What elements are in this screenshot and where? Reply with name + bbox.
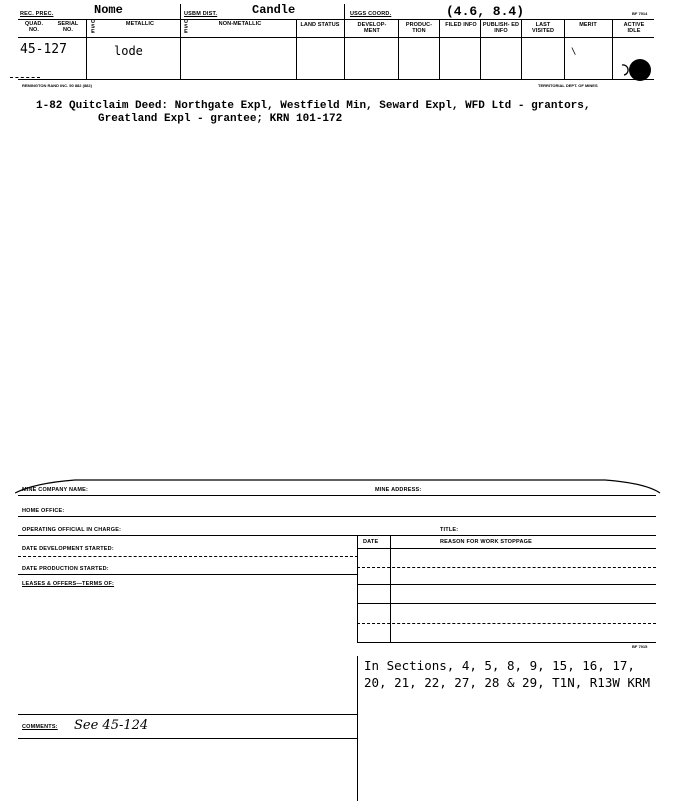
usgs-coord-label: USGS COORD. bbox=[350, 11, 392, 17]
tear-rule bbox=[10, 77, 40, 78]
entry-line-1: 1-82 Quitclaim Deed: Northgate Expl, Westfield Min, Seward Expl, WFD Ltd - grantors, bbox=[36, 100, 591, 112]
row-rule bbox=[357, 584, 656, 585]
form-number-front: BF 7914 bbox=[632, 11, 648, 16]
title-label: TITLE: bbox=[440, 527, 459, 533]
rec-prec-value: Nome bbox=[94, 3, 123, 17]
col-sep bbox=[564, 20, 565, 80]
date-col-sep bbox=[390, 535, 391, 643]
values-bottom-rule bbox=[18, 79, 654, 80]
col-non-metallic: NON-METALLIC bbox=[218, 21, 262, 27]
row-rule bbox=[18, 574, 358, 575]
row-rule bbox=[357, 567, 656, 568]
fold-line bbox=[15, 475, 665, 495]
merit-mark: \ bbox=[571, 47, 577, 57]
col-sep bbox=[612, 20, 613, 80]
form-number-back: BF 7915 bbox=[632, 644, 648, 649]
col-quad-no: QUAD. NO. bbox=[24, 21, 44, 33]
sections-line-2: 20, 21, 22, 27, 28 & 29, T1N, R13W KRM bbox=[364, 675, 650, 690]
row-rule bbox=[357, 623, 656, 624]
usbm-dist-value: Candle bbox=[252, 3, 296, 17]
col-sep bbox=[521, 20, 522, 80]
col-last-visited: LAST VISITED bbox=[531, 22, 555, 34]
comments-bottom-rule bbox=[18, 738, 358, 739]
territorial-dept: TERRITORIAL DEPT. OF MINES bbox=[538, 83, 598, 88]
columns-rule bbox=[18, 37, 654, 38]
rec-prec-label: REC. PREC. bbox=[20, 11, 54, 17]
leases-label: LEASES & OFFERS—TERMS OF: bbox=[22, 581, 115, 587]
usgs-coord-value: (4.6, 8.4) bbox=[446, 4, 525, 19]
mine-address-label: MINE ADDRESS: bbox=[375, 487, 422, 493]
row-rule bbox=[18, 535, 656, 536]
sections-line-1: In Sections, 4, 5, 8, 9, 15, 16, 17, bbox=[364, 658, 635, 673]
home-office-label: HOME OFFICE: bbox=[22, 508, 65, 514]
col-use-metallic: U S E bbox=[90, 19, 96, 35]
row-rule bbox=[18, 495, 656, 496]
usbm-dist-label: USBM DIST. bbox=[184, 11, 218, 17]
row-rule bbox=[357, 642, 656, 643]
lower-col-sep bbox=[357, 656, 358, 801]
header-rule bbox=[18, 19, 654, 20]
col-filed-info: FILED INFO bbox=[445, 22, 477, 28]
date-production-label: DATE PRODUCTION STARTED: bbox=[22, 566, 109, 572]
operating-official-label: OPERATING OFFICIAL IN CHARGE: bbox=[22, 527, 122, 533]
comments-label: COMMENTS: bbox=[22, 724, 58, 730]
comments-value: See 45-124 bbox=[74, 718, 149, 733]
row-rule bbox=[357, 548, 656, 549]
row-rule bbox=[357, 603, 656, 604]
col-published-info: PUBLISH- ED INFO bbox=[482, 22, 520, 34]
date-label: DATE bbox=[363, 539, 379, 545]
col-sep bbox=[439, 20, 440, 80]
col-development: DEVELOP- MENT bbox=[357, 22, 387, 34]
header-sep bbox=[344, 4, 345, 20]
entry-line-2: Greatland Expl - grantee; KRN 101-172 bbox=[98, 113, 343, 125]
mine-company-name-label: MINE COMPANY NAME: bbox=[22, 487, 89, 493]
comments-top-rule bbox=[18, 714, 358, 715]
reason-stoppage-label: REASON FOR WORK STOPPAGE bbox=[440, 539, 532, 545]
header-sep bbox=[180, 4, 181, 20]
col-sep bbox=[180, 20, 181, 80]
col-land-status: LAND STATUS bbox=[300, 22, 340, 28]
date-col-sep bbox=[357, 535, 358, 643]
printer-imprint: REMINGTON RAND INC. 50 882 (882) bbox=[22, 83, 92, 88]
row-rule bbox=[18, 556, 358, 557]
col-merit: MERIT bbox=[579, 22, 597, 28]
col-serial-no: SERIAL NO. bbox=[57, 21, 79, 33]
date-development-label: DATE DEVELOPMENT STARTED: bbox=[22, 546, 114, 552]
col-active-idle: ACTIVE IDLE bbox=[623, 22, 645, 34]
col-use-nonmetallic: U S E bbox=[183, 19, 189, 35]
quad-serial-value: 45-127 bbox=[20, 42, 67, 57]
col-sep bbox=[344, 20, 345, 80]
row-rule bbox=[18, 516, 656, 517]
col-metallic: METALLIC bbox=[125, 21, 155, 27]
col-production: PRODUC- TION bbox=[405, 22, 433, 34]
col-sep bbox=[480, 20, 481, 80]
col-sep bbox=[296, 20, 297, 80]
col-sep bbox=[398, 20, 399, 80]
active-dot-icon bbox=[618, 56, 658, 84]
col-sep bbox=[86, 20, 87, 80]
metallic-value: lode bbox=[114, 44, 143, 58]
